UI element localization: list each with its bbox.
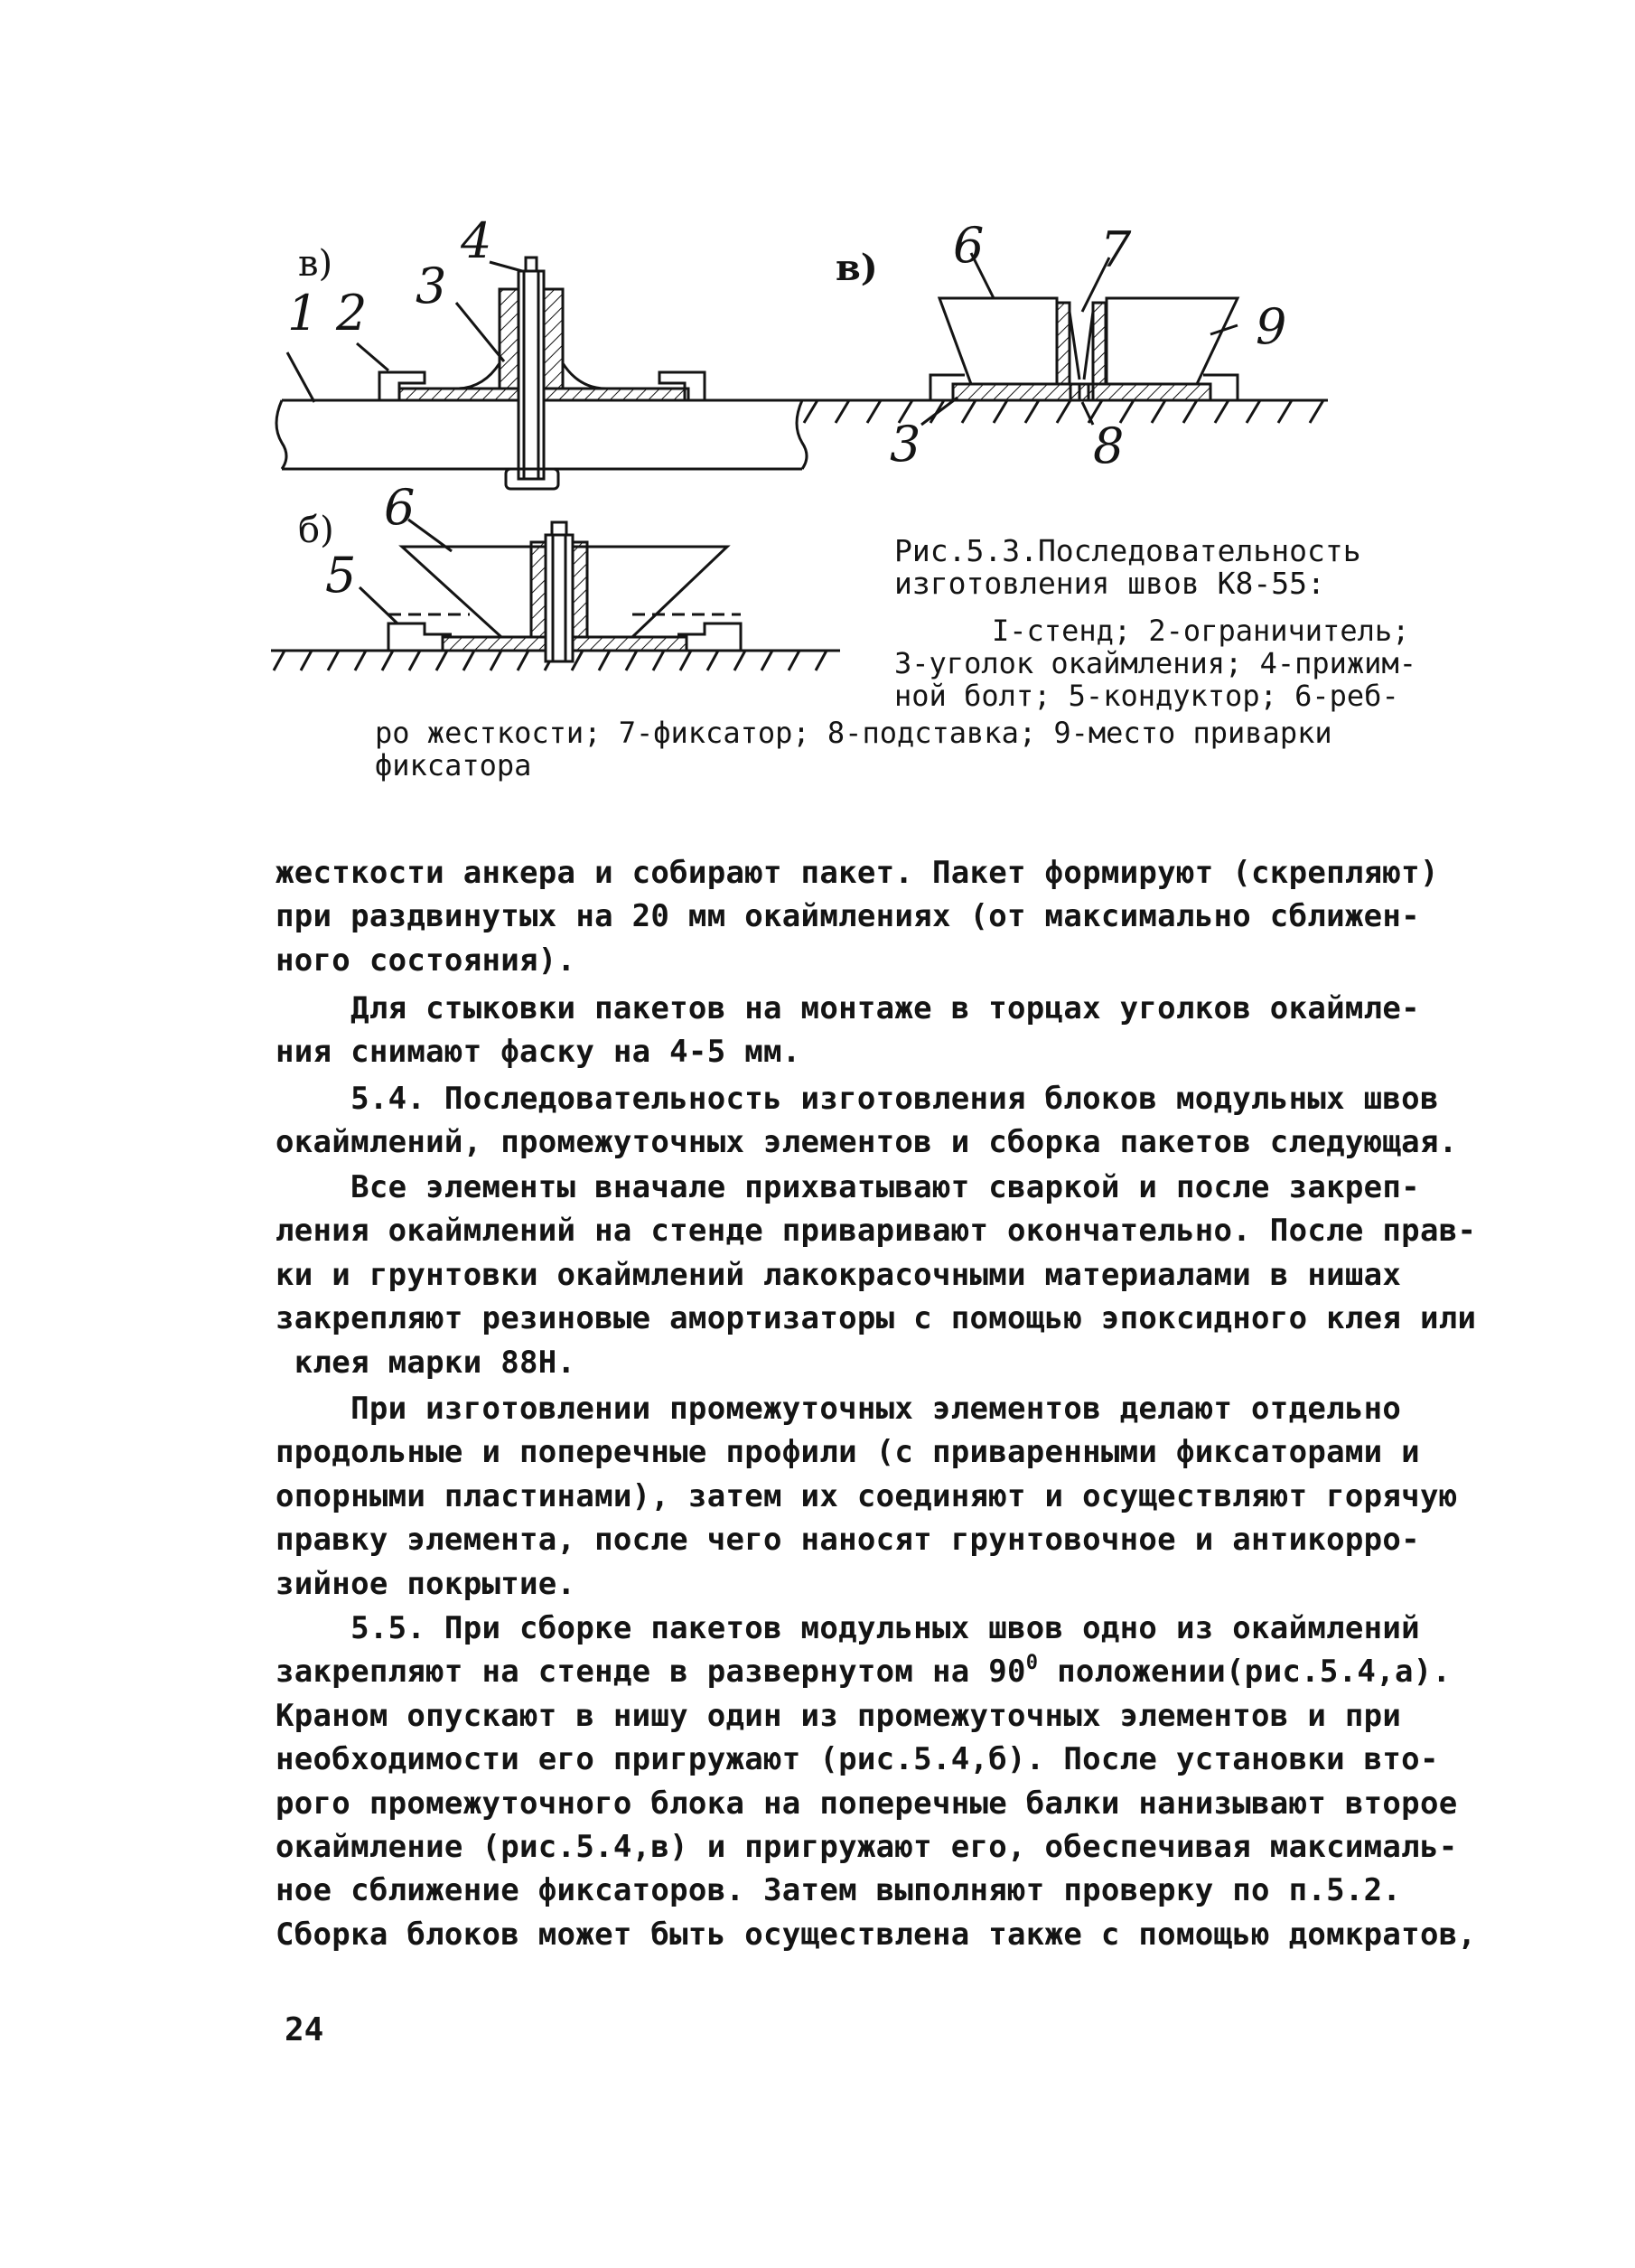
paragraph-package-assembly: [276, 851, 1439, 982]
caption-legend-line: ро жесткости; 7-фиксатор; 8-подставка; 9-место приварки: [375, 716, 1332, 750]
subfigure-b-drawing: [271, 520, 840, 670]
text-line: ния снимают фаску на 4-5 мм.: [276, 1034, 801, 1071]
text-line: ки и грунтовки окаймлений лакокрасочными материалами в нишах: [276, 1256, 1402, 1293]
paragraph-intermediate-elements: [276, 1387, 1458, 1606]
text-line: 5.4. Последовательность изготовления блоков модульных швов: [276, 1081, 1439, 1117]
label-number-8: 8: [1093, 417, 1125, 474]
label-number-2: 2: [336, 285, 368, 342]
text-line: Для стыковки пакетов на монтаже в торцах уголков окаймле-: [276, 990, 1420, 1026]
label-subfigure-v: в): [836, 247, 878, 289]
label-number-9: 9: [1256, 298, 1287, 355]
caption-title-line: Рис.5.3.Последовательность: [894, 533, 1361, 568]
label-subfigure-a: в): [298, 243, 333, 285]
text-line: опорными пластинами), затем их соединяют и осуществляют горячую: [276, 1477, 1458, 1514]
label-number-5: 5: [325, 547, 357, 604]
caption-legend-line: 3-уголок окаймления; 4-прижим-: [894, 646, 1416, 680]
caption-legend-line: I-стенд; 2-ограничитель;: [992, 614, 1410, 648]
label-number-6-b: 6: [384, 479, 416, 536]
label-number-3-a: 3: [416, 258, 447, 314]
text-line: ления окаймлений на стенде приваривают окончательно. После прав-: [276, 1213, 1477, 1250]
text-line: окаймлений, промежуточных элементов и сборка пакетов следующая.: [276, 1124, 1458, 1161]
text-line: рого промежуточного блока на поперечные балки нанизывают второе: [276, 1785, 1458, 1822]
figure-caption-title: [894, 535, 1361, 600]
text-line: Все элементы вначале прихватывают сваркой и после закреп-: [276, 1169, 1420, 1205]
text-line: зийное покрытие.: [276, 1565, 576, 1602]
text-line: жесткости анкера и собирают пакет. Пакет формируют (скрепляют): [276, 855, 1439, 891]
text-fragment: положении(рис.5.4,а).: [1038, 1654, 1452, 1691]
label-number-3-v: 3: [890, 416, 921, 473]
label-number-7: 7: [1100, 221, 1132, 278]
text-line: продольные и поперечные профили (с приваренными фиксаторами и: [276, 1434, 1420, 1471]
text-line: Краном опускают в нишу один из промежуточных элементов и при: [276, 1697, 1402, 1734]
text-line: [276, 1654, 1451, 1690]
text-line: необходимости его пригружают (рис.5.4,б). После установки вто-: [276, 1741, 1439, 1778]
caption-title-line: изготовления швов К8-55:: [894, 566, 1325, 601]
paragraph-chamfer: [276, 987, 1420, 1074]
label-number-6-v: 6: [953, 217, 985, 274]
text-line: клея марки 88Н.: [276, 1344, 576, 1381]
caption-legend-line: ной болт; 5-кондуктор; 6-реб-: [894, 679, 1399, 713]
text-line: правку элемента, после чего наносят грунтовочное и антикорро-: [276, 1522, 1420, 1559]
paragraph-welding: [276, 1166, 1476, 1384]
page-number: 24: [285, 2011, 324, 2048]
text-line: Сборка блоков может быть осуществлена также с помощью домкратов,: [276, 1916, 1477, 1953]
text-line: при раздвинутых на 20 мм окаймлениях (от максимально сближен-: [276, 898, 1420, 935]
text-fragment: закрепляют на стенде в развернутом на 90: [276, 1654, 1026, 1691]
text-line: 5.5. При сборке пакетов модульных швов одно из окаймлений: [276, 1610, 1420, 1646]
text-line: ное сближение фиксаторов. Затем выполняют проверку по п.5.2.: [276, 1872, 1402, 1909]
text-line: окаймление (рис.5.4,в) и пригружают его, обеспечивая максималь-: [276, 1829, 1458, 1866]
paragraph-5-5: [276, 1607, 1476, 1956]
paragraph-5-4: [276, 1077, 1458, 1165]
degree-superscript: 0: [1025, 1652, 1039, 1675]
label-subfigure-b: б): [298, 510, 334, 551]
label-number-4: 4: [461, 212, 492, 269]
label-number-1: 1: [287, 285, 319, 342]
text-line: ного состояния).: [276, 942, 576, 979]
caption-legend-line: фиксатора: [375, 748, 532, 783]
text-line: При изготовлении промежуточных элементов делают отдельно: [276, 1391, 1402, 1427]
text-line: закрепляют резиновые амортизаторы с помощью эпоксидного клея или: [276, 1300, 1477, 1337]
